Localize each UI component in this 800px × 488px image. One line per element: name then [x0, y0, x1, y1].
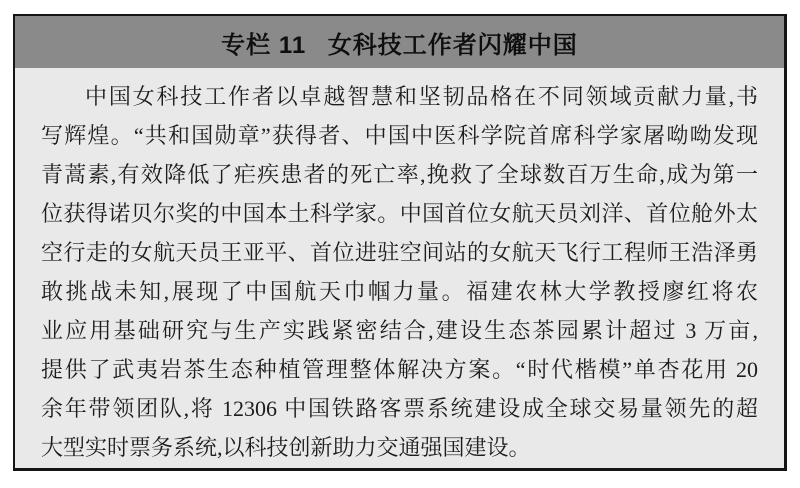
column-box: [13, 14, 787, 471]
paragraph-line: 提供了武夷岩茶生态种植管理整体解决方案。“时代楷模”单杏花用 20: [41, 357, 758, 382]
paragraph-line: 空行走的女航天员王亚平、首位进驻空间站的女航天飞行工程师王浩泽勇: [41, 240, 758, 265]
paragraph-line: 敢挑战未知,展现了中国航天巾帼力量。福建农林大学教授廖红将农: [41, 279, 758, 304]
paragraph-line: 青蒿素,有效降低了疟疾患者的死亡率,挽救了全球数百万生命,成为第一: [41, 162, 758, 187]
paragraph-line: 位获得诺贝尔奖的中国本土科学家。中国首位女航天员刘洋、首位舱外太: [41, 201, 758, 226]
paragraph-line: 余年带领团队,将 12306 中国铁路客票系统建设成全球交易量领先的超: [41, 396, 758, 421]
column-box-body: [15, 68, 784, 467]
column-number-label: 专栏 11: [221, 31, 307, 59]
column-box-header: [15, 16, 784, 68]
paragraph-line: 大型实时票务系统,以科技创新助力交通强国建设。: [41, 435, 531, 460]
paragraph-line: 业应用基础研究与生产实践紧密结合,建设生态茶园累计超过 3 万亩,: [41, 318, 758, 343]
column-title: 女科技工作者闪耀中国: [327, 31, 578, 59]
paragraph-line: 中国女科技工作者以卓越智慧和坚韧品格在不同领域贡献力量,书: [85, 84, 758, 109]
paragraph-line: 写辉煌。“共和国勋章”获得者、中国中医科学院首席科学家屠呦呦发现: [41, 123, 758, 148]
